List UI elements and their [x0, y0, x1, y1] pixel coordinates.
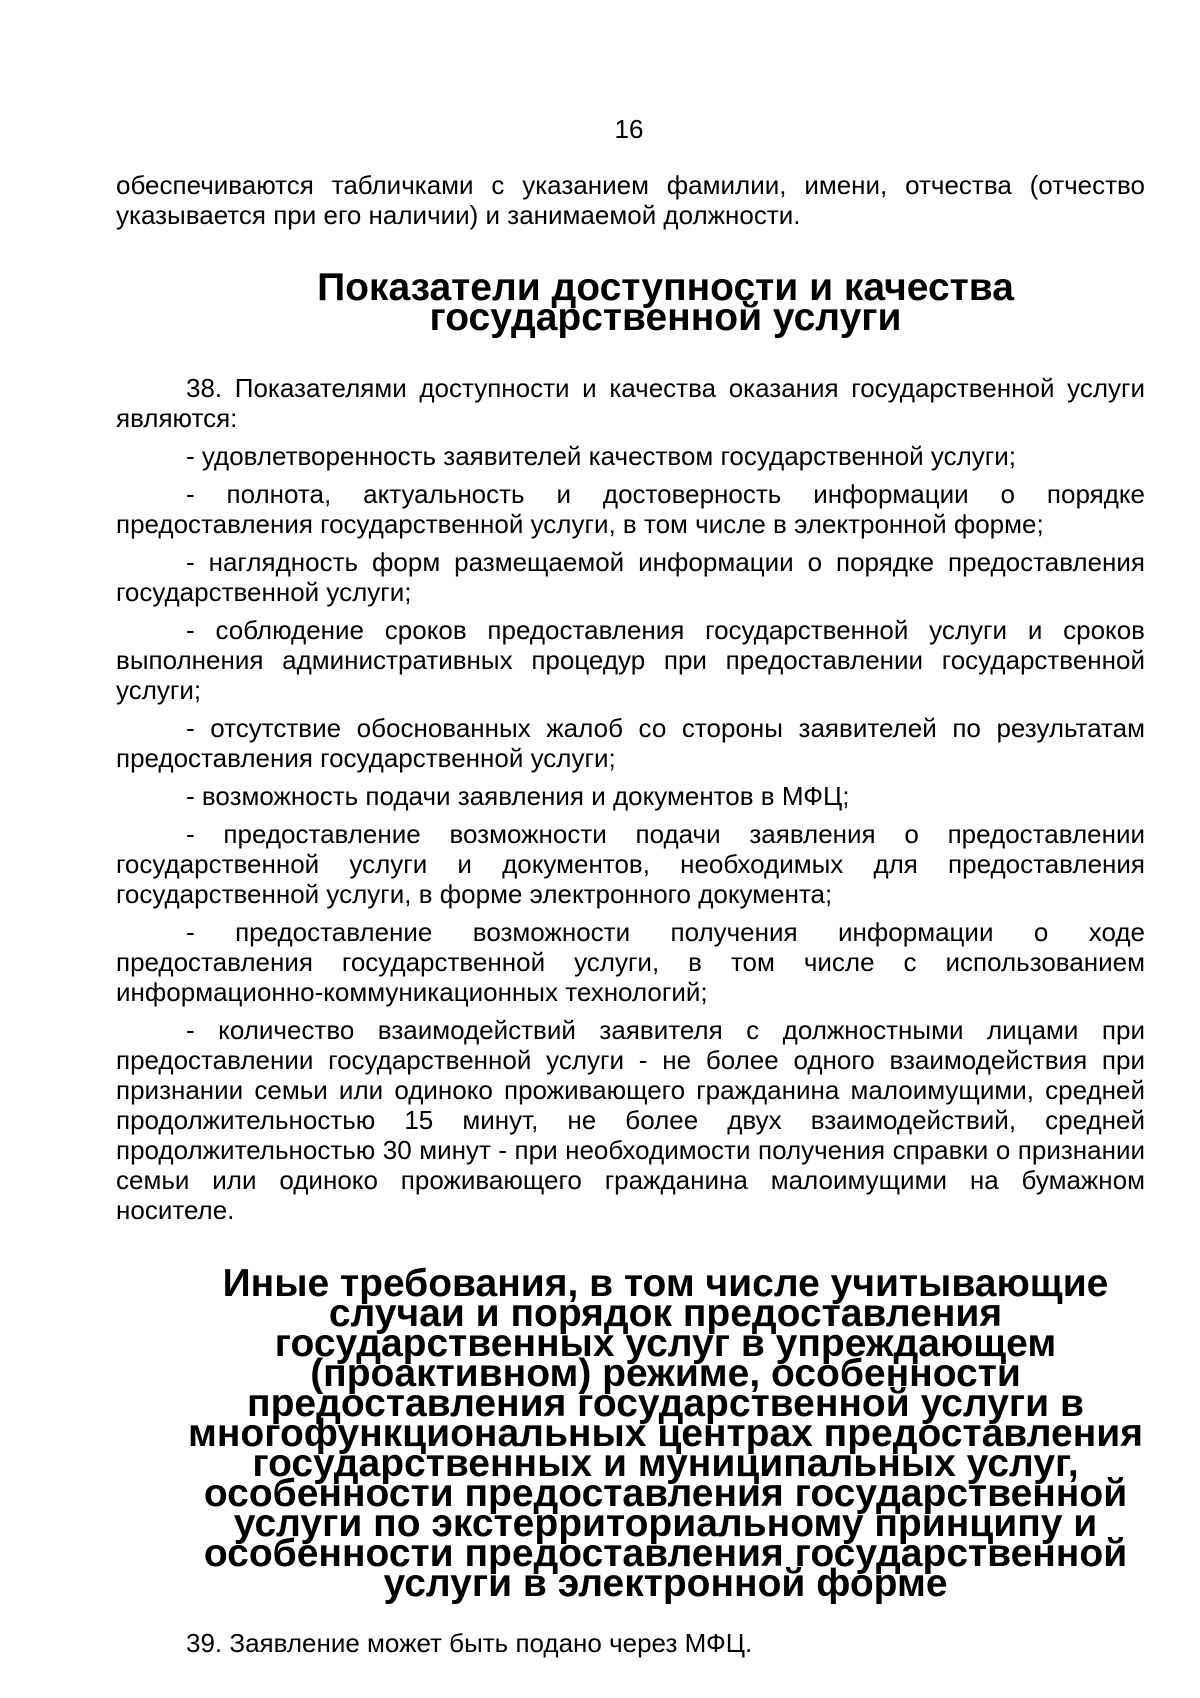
indicator-item: - количество взаимодействий заявителя с должностными лицами при предоставлении государственной услуги - не более одного взаимодействия при признании семьи или одиноко проживающего гражданина малоимущими, средней продолжительностью 15 минут, не более двух взаимодействий, средней продолжительностью 30 минут - при необходимости получения справки о признании семьи или одиноко проживающего гражданина малоимущими на бумажном носителе.: [116, 1015, 1145, 1225]
item-39-paragraph: 39. Заявление может быть подано через МФЦ.: [186, 1628, 753, 1658]
intro-paragraph: обеспечиваются табличками с указанием фамилии, имени, отчества (отчество указывается при его наличии) и занимаемой должности.: [116, 170, 1145, 230]
indicator-item: - полнота, актуальность и достоверность информации о порядке предоставления государственной услуги, в том числе в электронной форме;: [116, 479, 1145, 539]
section-heading-other-requirements: Иные требования, в том числе учитывающие случаи и порядок предоставления государственных услуг в упреждающем (проактивном) режиме, особенности предоставления государственной услуги в многофункциональных центрах предоставления государственных и муниципальных услуг, особенности предоставления государственной услуги по экстерриториальному принципу и особенности предоставления государственной услуги в электронной форме: [188, 1262, 1143, 1605]
section-heading-accessibility-quality: Показатели доступности и качества государственной услуги: [317, 266, 1014, 339]
indicator-item: - возможность подачи заявления и документов в МФЦ;: [186, 781, 850, 811]
page-number: 16: [614, 114, 644, 144]
indicator-item: - наглядность форм размещаемой информации о порядке предоставления государственной услуги;: [116, 547, 1145, 607]
indicator-item: - удовлетворенность заявителей качеством государственной услуги;: [186, 441, 1017, 471]
indicator-item: - предоставление возможности получения информации о ходе предоставления государственной услуги, в том числе с использованием информационно-коммуникационных технологий;: [116, 917, 1145, 1007]
document-body: [116, 170, 1145, 1666]
item-38-paragraph: 38. Показателями доступности и качества оказания государственной услуги являются:: [116, 373, 1145, 433]
indicator-item: - предоставление возможности подачи заявления о предоставлении государственной услуги и документов, необходимых для предоставления государственной услуги, в форме электронного документа;: [116, 819, 1145, 909]
indicator-item: - отсутствие обоснованных жалоб со стороны заявителей по результатам предоставления государственной услуги;: [116, 713, 1145, 773]
indicator-item: - соблюдение сроков предоставления государственной услуги и сроков выполнения административных процедур при предоставлении государственной услуги;: [116, 615, 1145, 705]
